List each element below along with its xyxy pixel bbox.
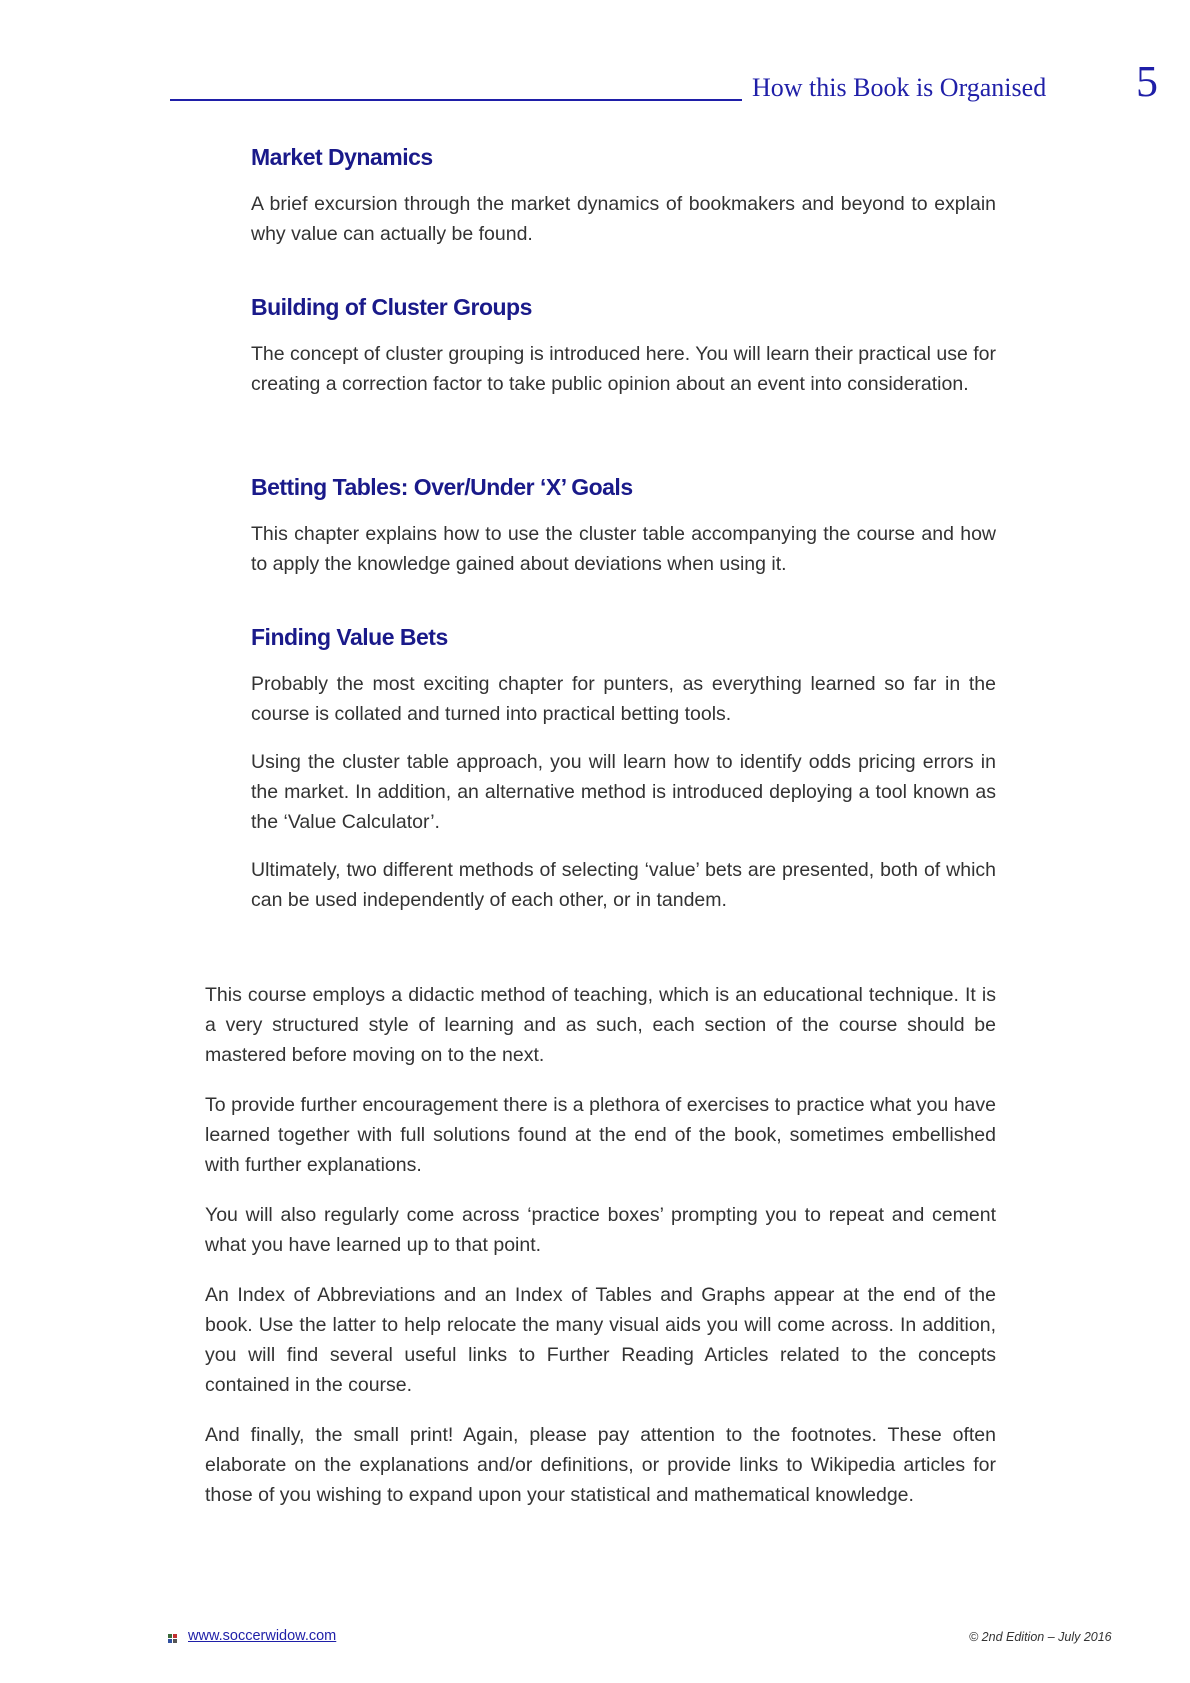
section-paragraph: Using the cluster table approach, you will learn how to identify odds pricing errors in the market. In addition, an alternative method is introduced deploying a tool known as the ‘Value Calculator’.	[251, 751, 996, 833]
section-heading: Betting Tables: Over/Under ‘X’ Goals	[251, 474, 633, 500]
section-heading: Building of Cluster Groups	[251, 294, 532, 320]
section-paragraph: The concept of cluster grouping is introduced here. You will learn their practical use for creating a correction factor to take public opinion about an event into consideration.	[251, 343, 996, 395]
section-paragraph: This chapter explains how to use the cluster table accompanying the course and how to apply the knowledge gained about deviations when using it.	[251, 523, 996, 575]
body-paragraph: And finally, the small print! Again, please pay attention to the footnotes. These often elaborate on the explanations and/or definitions, or provide links to Wikipedia articles for those of you wishing to expand upon your statistical and mathematical knowledge.	[205, 1424, 996, 1506]
header-rule	[170, 99, 742, 101]
body-paragraph: To provide further encouragement there is a plethora of exercises to practice what you have learned together with full solutions found at the end of the book, sometimes embellished with further explanations.	[205, 1094, 996, 1176]
soccerwidow-logo-icon	[168, 1631, 178, 1640]
section-finding-value-bets	[251, 624, 996, 915]
section-paragraph: Probably the most exciting chapter for punters, as everything learned so far in the course is collated and turned into practical betting tools.	[251, 673, 996, 725]
body-paragraph: This course employs a didactic method of teaching, which is an educational technique. It is a very structured style of learning and as such, each section of the course should be mastered before moving on to the next.	[205, 984, 996, 1066]
section-betting-tables	[251, 474, 996, 579]
page-number: 5	[1136, 57, 1158, 106]
section-building-cluster-groups	[251, 294, 996, 399]
footer-website	[168, 1628, 336, 1644]
body-paragraph: You will also regularly come across ‘practice boxes’ prompting you to repeat and cement what you have learned up to that point.	[205, 1204, 996, 1256]
running-header-title: How this Book is Organised	[752, 73, 1047, 102]
section-paragraph: Ultimately, two different methods of selecting ‘value’ bets are presented, both of which can be used independently of each other, or in tandem.	[251, 859, 996, 911]
section-paragraph: A brief excursion through the market dynamics of bookmakers and beyond to explain why value can actually be found.	[251, 193, 996, 245]
body-paragraph: An Index of Abbreviations and an Index of Tables and Graphs appear at the end of the book. Use the latter to help relocate the many visual aids you will come across. In addition, you will find several useful links to Further Reading Articles related to the concepts contained in the course.	[205, 1284, 996, 1396]
section-market-dynamics	[251, 144, 996, 249]
website-link[interactable]: www.soccerwidow.com	[188, 1628, 337, 1644]
section-heading: Finding Value Bets	[251, 624, 448, 650]
section-heading: Market Dynamics	[251, 144, 433, 170]
footer-copyright: © 2nd Edition – July 2016	[969, 1630, 1112, 1644]
